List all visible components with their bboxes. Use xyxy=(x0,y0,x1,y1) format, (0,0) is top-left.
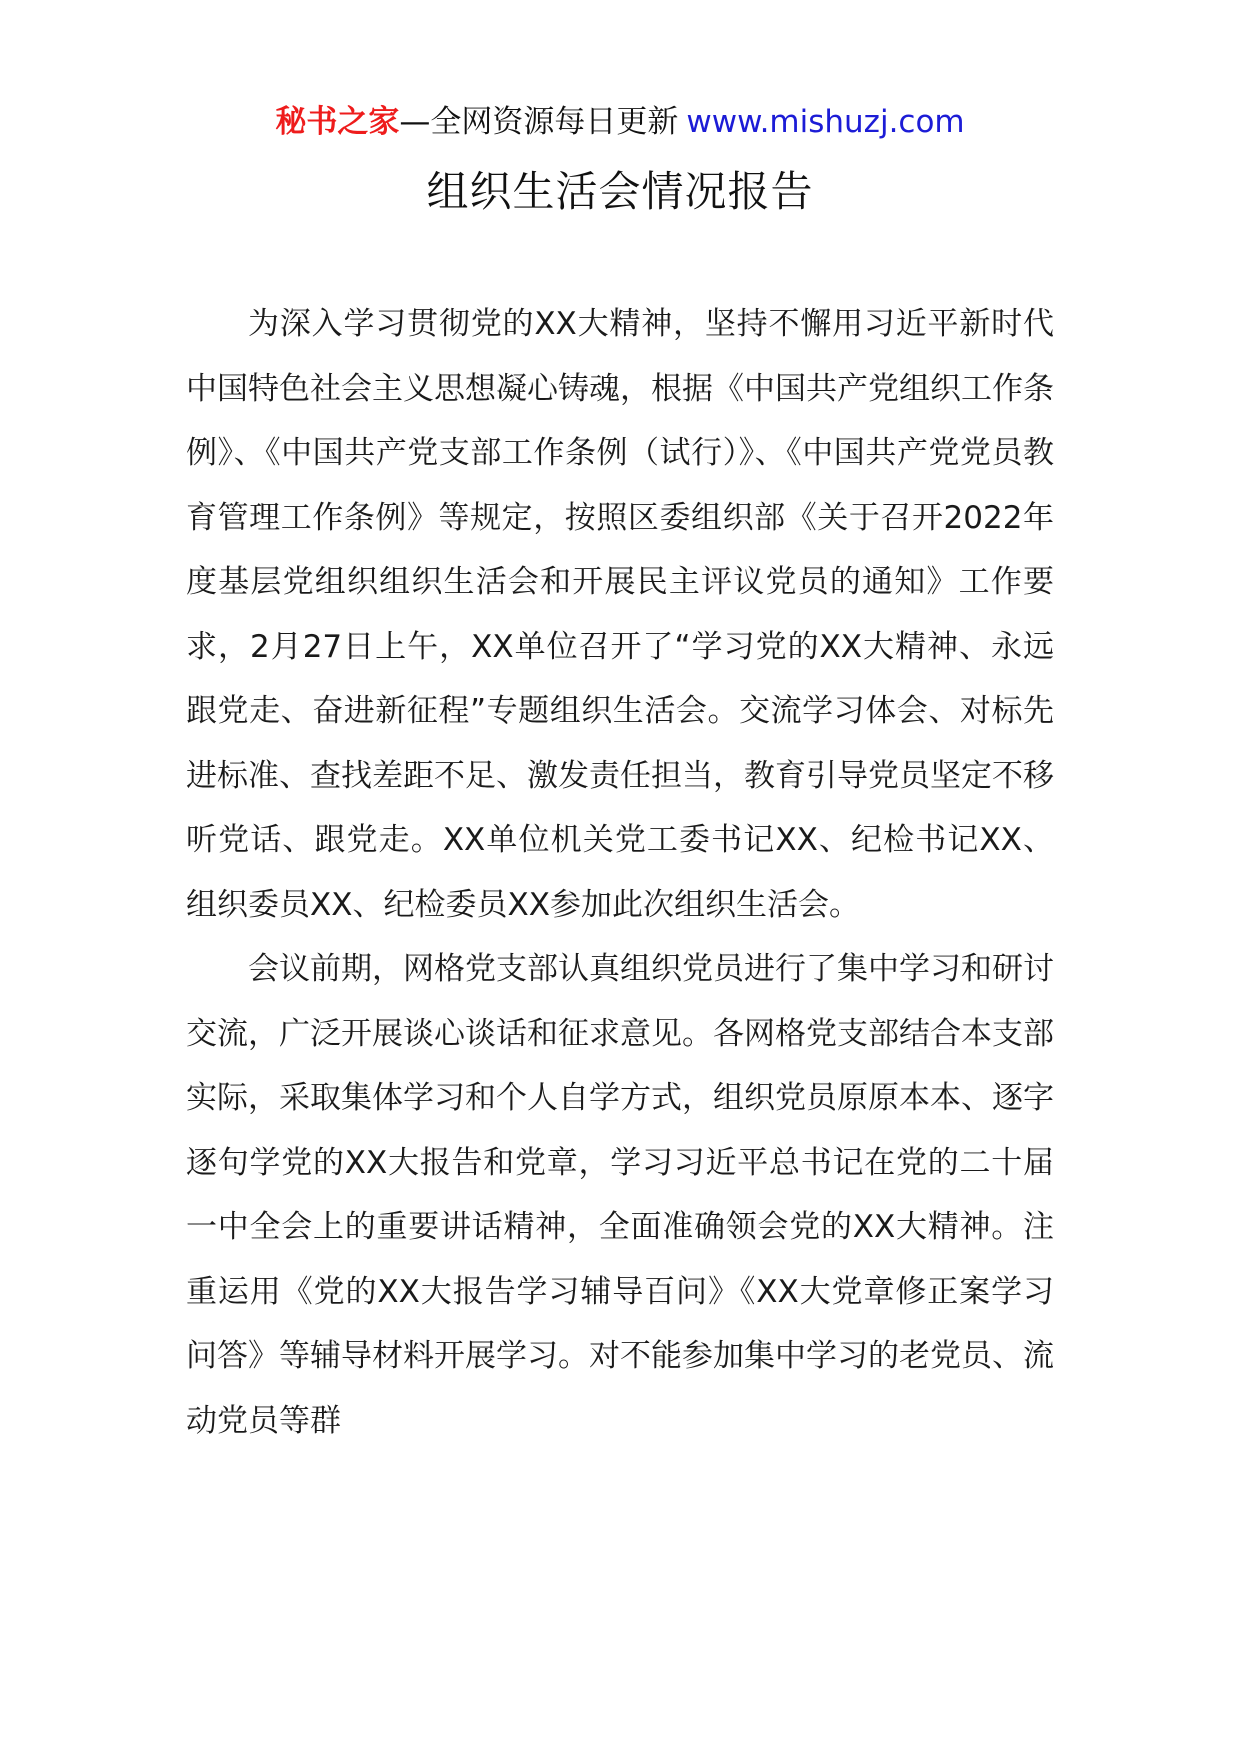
paragraph-1: 为深入学习贯彻党的XX大精神，坚持不懈用习近平新时代中国特色社会主义思想凝心铸魂，根据《中国共产党组织工作条例》、《中国共产党支部工作条例（试行）》、《中国共产党党员教育管理工作条例》等规定，按照区委组织部《关于召开2022年度基层党组织组织生活会和开展民主评议党员的通知》工作要求，2月27日上午，XX单位召开了“学习党的XX大精神、永远跟党走、奋进新征程”专题组织生活会。交流学习体会、对标先进标准、查找差距不足、激发责任担当，教育引导党员坚定不移听党话、跟党走。XX单位机关党工委书记XX、纪检书记XX、组织委员XX、纪检委员XX参加此次组织生活会。 xyxy=(186,306,1054,923)
site-tagline: —全网资源每日更新 xyxy=(399,104,679,140)
site-url[interactable]: www.mishuzj.com xyxy=(686,104,965,140)
document-body xyxy=(186,292,1054,1453)
paragraph-2: 会议前期，网格党支部认真组织党员进行了集中学习和研讨交流，广泛开展谈心谈话和征求意见。各网格党支部结合本支部实际，采取集体学习和个人自学方式，组织党员原原本本、逐字逐句学党的XX大报告和党章，学习习近平总书记在党的二十届一中全会上的重要讲话精神，全面准确领会党的XX大精神。注重运用《党的XX大报告学习辅导百问》《XX大党章修正案学习问答》等辅导材料开展学习。对不能参加集中学习的老党员、流动党员等群 xyxy=(186,951,1054,1439)
site-banner xyxy=(0,102,1240,142)
document-title: 组织生活会情况报告 xyxy=(426,167,814,216)
site-brand: 秘书之家 xyxy=(275,104,400,140)
